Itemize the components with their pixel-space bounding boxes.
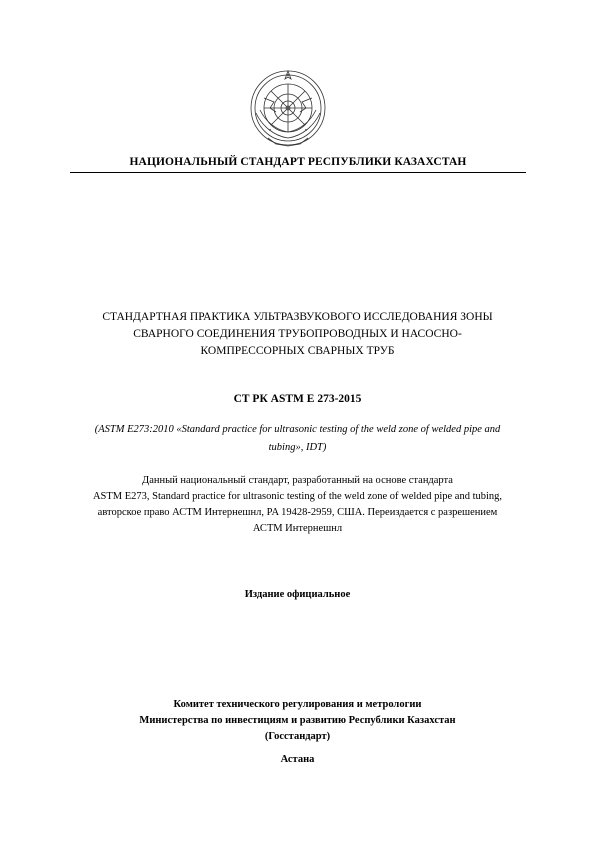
basis-line: авторское право АСТМ Интернешнл, PA 19428-2959, США. Переиздается с разрешением <box>97 507 498 518</box>
basis-line: ASTM E273, Standard practice for ultrasonic testing of the weld zone of welded pipe and tubing, <box>92 491 503 502</box>
publisher-line: (Госстандарт) <box>264 731 331 742</box>
basis-line: АСТМ Интернешнл <box>252 523 343 534</box>
publisher-line: Комитет технического регулирования и метрологии <box>173 699 422 710</box>
state-emblem <box>248 68 328 148</box>
document-title <box>60 309 535 360</box>
publisher-block <box>60 697 535 745</box>
reference-line: tubing», IDT) <box>268 442 327 453</box>
header-divider <box>70 172 526 173</box>
title-line: СВАРНОГО СОЕДИНЕНИЯ ТРУБОПРОВОДНЫХ И НАСОСНО- <box>133 328 462 340</box>
standard-designation: СТ РК ASTM E 273-2015 <box>233 393 362 405</box>
basis-statement <box>50 473 545 537</box>
publication-city: Астана <box>280 754 315 765</box>
publisher-line: Министерства по инвестициям и развитию Республики Казахстан <box>139 715 456 726</box>
original-standard-reference <box>60 421 535 457</box>
title-line: СТАНДАРТНАЯ ПРАКТИКА УЛЬТРАЗВУКОВОГО ИССЛЕДОВАНИЯ ЗОНЫ <box>102 311 493 323</box>
standard-type-heading: НАЦИОНАЛЬНЫЙ СТАНДАРТ РЕСПУБЛИКИ КАЗАХСТАН <box>129 156 467 168</box>
edition-label: Издание официальное <box>244 589 351 600</box>
reference-line: (ASTM E273:2010 «Standard practice for ultrasonic testing of the weld zone of welded pipe and <box>94 424 501 435</box>
title-line: КОМПРЕССОРНЫХ СВАРНЫХ ТРУБ <box>200 345 395 357</box>
basis-line: Данный национальный стандарт, разработанный на основе стандарта <box>142 475 453 486</box>
kazakhstan-state-emblem-icon <box>248 68 328 148</box>
